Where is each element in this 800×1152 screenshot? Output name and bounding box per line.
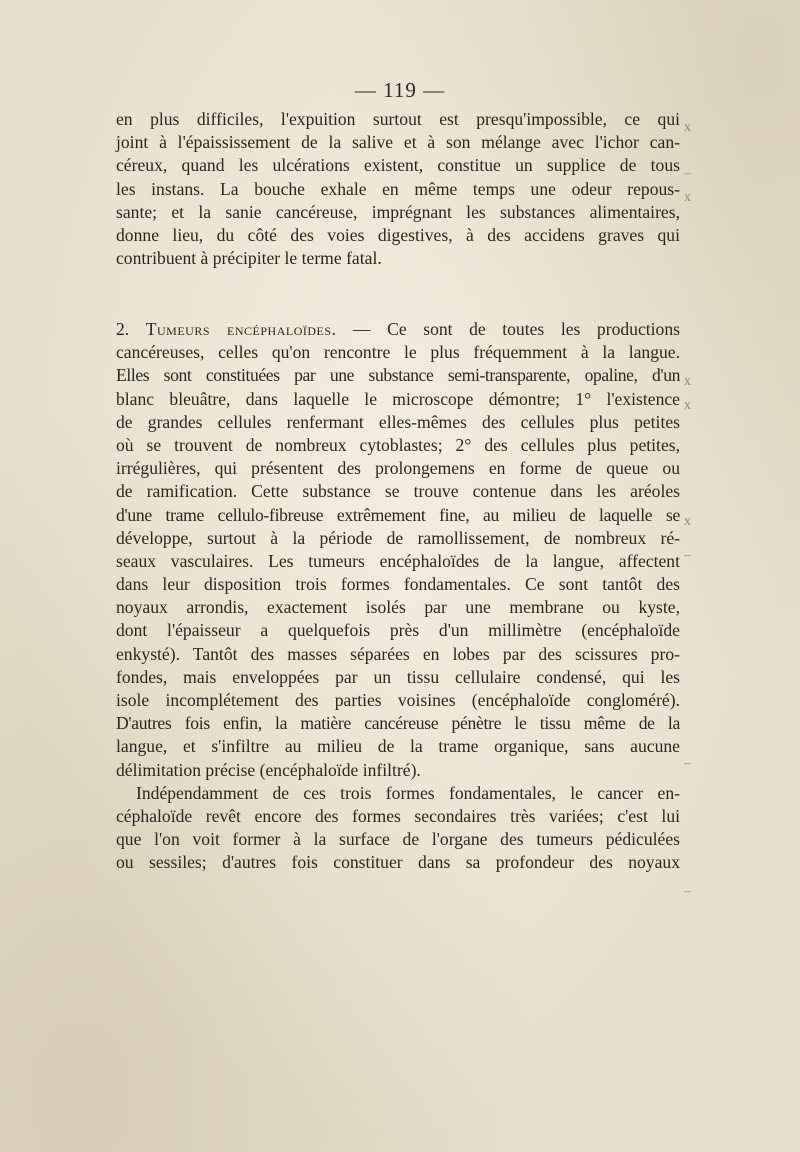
text-line: sante; et la sanie cancéreuse, imprégnant les substances alimentaires, — [116, 201, 680, 222]
text-line: blanc bleuâtre, dans laquelle le microscope démontre; 1° l'existence — [116, 388, 680, 409]
text-line: joint à l'épaississement de la salive et à son mélange avec l'ichor can- — [116, 132, 680, 153]
margin-mark: – — [684, 548, 691, 563]
text-line: seaux vasculaires. Les tumeurs encéphaloïdes de la langue, affectent — [116, 550, 680, 571]
text-line: où se trouvent de nombreux cytoblastes; 2° des cellules plus petites, — [116, 434, 680, 455]
text-line: dans leur disposition trois formes fondamentales. Ce sont tantôt des — [116, 574, 680, 595]
margin-mark: x — [684, 514, 691, 529]
text-line: délimitation précise (encéphaloïde infiltré). — [116, 759, 421, 780]
section-number: 2. — [116, 319, 130, 339]
text-line: noyaux arrondis, exactement isolés par une membrane ou kyste, — [116, 597, 680, 618]
text-line: ou sessiles; d'autres fois constituer dans sa profondeur des noyaux — [116, 852, 680, 873]
text-line: de ramification. Cette substance se trouve contenue dans les aréoles — [116, 481, 680, 502]
text-line: D'autres fois enfin, la matière cancéreuse pénètre le tissu même de la — [116, 713, 680, 734]
margin-mark: – — [684, 166, 691, 181]
margin-mark: x — [684, 120, 691, 135]
section-title: Tumeurs encéphaloïdes. — [145, 319, 337, 339]
text-line: fondes, mais enveloppées par un tissu cellulaire condensé, qui les — [116, 666, 680, 687]
margin-annotations — [684, 0, 724, 1152]
text-line: en plus difficiles, l'expuition surtout est presqu'impossible, ce qui — [116, 109, 680, 129]
text-line: céreux, quand les ulcérations existent, constitue un supplice de tous — [116, 155, 680, 176]
text-line: langue, et s'infiltre au milieu de la trame organique, sans aucune — [116, 736, 680, 757]
text-line: que l'on voit former à la surface de l'organe des tumeurs pédiculées — [116, 829, 680, 850]
margin-mark: – — [684, 756, 691, 771]
text-line: développe, surtout à la période de ramollissement, de nombreux ré- — [116, 527, 680, 548]
margin-mark: x — [684, 398, 691, 413]
section-heading-line — [116, 318, 680, 341]
margin-mark: – — [684, 884, 691, 899]
section-heading-continuation: — Ce sont de toutes les productions — [353, 319, 680, 339]
page-number: — 119 — — [354, 78, 446, 102]
text-line: d'une trame cellulo-fibreuse extrêmement fine, au milieu de laquelle se — [116, 504, 680, 525]
text-line: cancéreuses, celles qu'on rencontre le plus fréquemment à la langue. — [116, 342, 680, 363]
text-line: les instans. La bouche exhale en même temps une odeur repous- — [116, 178, 680, 199]
text-line: contribuent à précipiter le terme fatal. — [116, 248, 382, 269]
text-line: isole incomplétement des parties voisines (encéphaloïde congloméré). — [116, 690, 680, 710]
paragraph-2 — [116, 318, 680, 875]
text-line: Indépendamment de ces trois formes fondamentales, le cancer en- — [136, 782, 680, 803]
margin-mark: x — [684, 190, 691, 205]
text-line: Elles sont constituées par une substance semi-transparente, opaline, d'un — [116, 365, 680, 386]
text-line: donne lieu, du côté des voies digestives, à des accidens graves qui — [116, 224, 680, 245]
text-line: de grandes cellules renfermant elles-mêmes des cellules plus petites — [116, 411, 680, 432]
text-line: dont l'épaisseur a quelquefois près d'un millimètre (encéphaloïde — [116, 620, 680, 641]
text-line: céphaloïde revêt encore des formes secondaires très variées; c'est lui — [116, 805, 680, 826]
text-line: irrégulières, qui présentent des prolongemens en forme de queue ou — [116, 458, 680, 479]
margin-mark: x — [684, 374, 691, 389]
text-line: enkysté). Tantôt des masses séparées en lobes par des scissures pro- — [116, 643, 680, 664]
paragraph-1 — [116, 108, 680, 270]
